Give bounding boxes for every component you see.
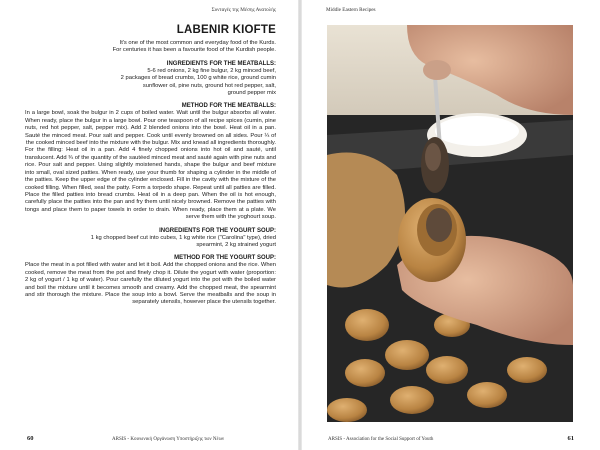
meatballs-method: [25, 110, 276, 221]
soup-ingredients: [25, 235, 276, 250]
ingredient-line: spearmint, 2 kg strained yogurt: [196, 241, 276, 248]
page-number-right: 61: [567, 435, 574, 442]
patty: [507, 357, 547, 383]
patty: [345, 359, 385, 387]
running-head-left: Συνταγές της Μέσης Ανατολής: [211, 7, 276, 13]
patty: [385, 340, 429, 370]
left-page: [0, 0, 298, 450]
page-number-left: 60: [27, 435, 34, 442]
method-paragraph: Place the meat in a pot filled with water and let it boil. Add the chopped onions and the rice. When cooked, remove the meat from the pot and finely chop it. Dilute the yogurt with water (proportion: 2 kg of yogurt / 1 kg of water). Pour carefully the diluted yogurt into the pot with the boiled water and boil the mixture until it becomes smooth and creamy. Add the chopped meat, the spearmint and stir thorough the mixture. Place the soup into a bowl. Serve the meatballs and the soup in separately utensils, however place the utensils together.: [25, 262, 276, 306]
ingredient-line: 1 kg chopped beef cut into cubes, 1 kg white rice ("Carolina" type), dried: [90, 234, 276, 241]
patty: [390, 386, 434, 414]
meatballs-ingredients: [25, 68, 276, 98]
ingredient-line: 2 packages of bread crumbs, 100 g white rice, ground cumin: [120, 75, 276, 82]
method-paragraph: For the filling: Heat oil in a pan. Add 4 finely chopped onions into hot oil and sauté, until translucent. Add ¾ of the quantity of the sautéed minced meat and sauté again with pine nuts and rice. Pour salt and pepper. Using slightly moistened hands, shape the bulgur and beef mixture into small, oval sized patties. When ready, use your thumb for shaping a cylinder in the middle of the patties. Keep the upper edge of the cylinder enclosed. Fill in the cavity with the mixture of the cooked filling. When filled, seal the patty. Form a torpedo shape. Repeat until all patties are filled. Place the filled patties into bread crumbs. Heat oil in a deep pan. When the oil is hot enough, carefully place the patties into the pan and fry them until nicely browned. Remove the patties with tongs and place them to paper towels in order to drain. When ready, place them at a plate. We serve them with the yoghourt soup.: [25, 147, 276, 221]
ingredient-line: ground pepper mix: [227, 90, 276, 97]
photo-illustration: [327, 25, 573, 422]
intro-line: It's one of the most common and everyday food of the Kurds.: [119, 40, 276, 46]
running-head-right: Middle Eastern Recipes: [326, 7, 376, 13]
footer-right: ARSIS - Association for the Social Support of Youth: [328, 437, 434, 442]
right-page: [302, 0, 600, 450]
recipe-photo: [327, 25, 573, 422]
patty: [345, 309, 389, 341]
soup-method: [25, 262, 276, 306]
meatballs-method-heading: METHOD FOR THE MEATBALLS:: [181, 103, 276, 110]
ingredient-line: 5-6 red onions, 2 kg fine bulgur, 2 kg minced beef,: [147, 67, 276, 74]
recipe-content: [25, 24, 276, 313]
recipe-intro: [25, 40, 276, 55]
recipe-title: LABENIR KIOFTE: [176, 24, 276, 36]
intro-line: For centuries it has been a favourite food of the Kurdish people.: [112, 47, 276, 54]
soup-method-heading: METHOD FOR THE YOGURT SOUP:: [174, 255, 276, 262]
ingredient-line: sunflower oil, pine nuts, ground hot red pepper, salt,: [142, 82, 276, 89]
patty: [327, 398, 367, 422]
meatballs-ingredients-heading: INGREDIENTS FOR THE MEATBALLS:: [166, 60, 276, 67]
patty: [467, 382, 507, 408]
footer-left: ARSIS - Κοινωνική Οργάνωση Υποστήριξης των Νέων: [112, 437, 225, 442]
method-paragraph: In a large bowl, soak the bulgur in 2 cups of boiled water. Wait until the bulgur absorbs all water. When ready, place the bulgur in a large bowl. Pour one teaspoon of all recipe spices (cumin, pine nuts, red hot pepper, salt, pepper mix). Add 2 blended onions into the bowl. Heat oil in a pan. Sauté the minced meat. Pour salt and pepper. Cook until evenly browned on all sides. Pour ¼ of the cooked minced beef into the mixture with the bulgur. Mix and knead all ingredients thoroughly.: [25, 110, 276, 147]
patty: [426, 356, 468, 384]
filling: [426, 208, 452, 242]
soup-ingredients-heading: INGREDIENTS FOR THE YOGURT SOUP:: [159, 227, 276, 234]
